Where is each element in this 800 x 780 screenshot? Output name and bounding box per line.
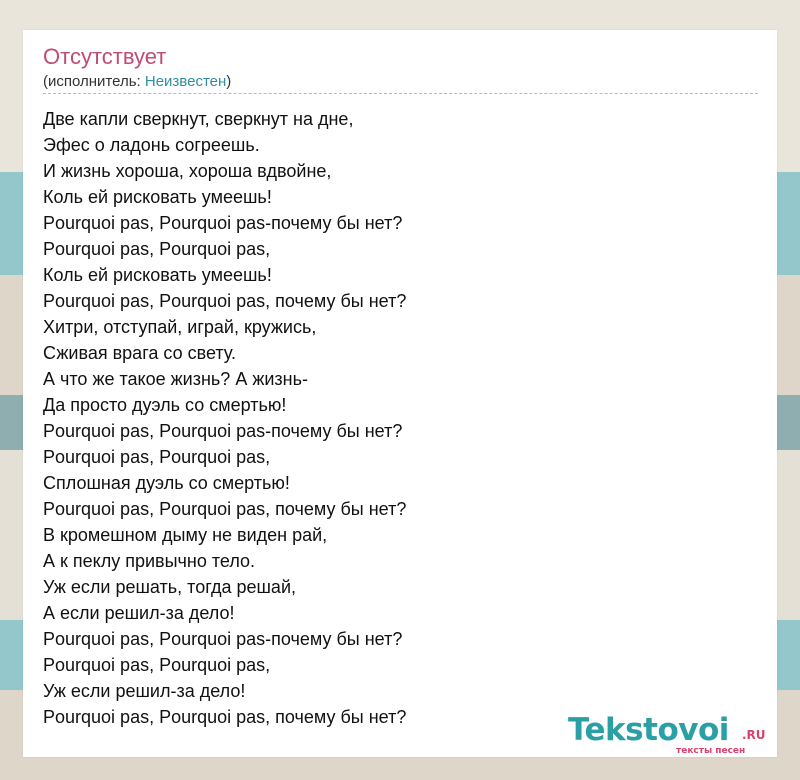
lyrics-line: Pourquoi pas, Pourquoi pas, xyxy=(43,447,271,467)
lyrics-line: Сплошная дуэль со смертью! xyxy=(43,473,290,493)
logo-domain: .RU xyxy=(742,728,766,742)
lyrics-line: А если решил-за дело! xyxy=(43,603,235,623)
lyrics-line: Pourquoi pas, Pourquoi pas, xyxy=(43,655,271,675)
song-title: Отсутствует xyxy=(43,44,167,69)
lyrics-line: Pourquoi pas, Pourquoi pas-почему бы нет? xyxy=(43,629,403,649)
lyrics-line: А что же такое жизнь? А жизнь- xyxy=(43,369,308,389)
lyrics-line: Pourquoi pas, Pourquoi pas, почему бы нет? xyxy=(43,499,407,519)
lyrics-line: В кромешном дыму не виден рай, xyxy=(43,525,328,545)
lyrics-line: А к пеклу привычно тело. xyxy=(43,551,256,571)
lyrics-line: Pourquoi pas, Pourquoi pas-почему бы нет? xyxy=(43,213,403,233)
lyrics-line: Уж если решать, тогда решай, xyxy=(43,577,297,597)
lyrics-line: Коль ей рисковать умеешь! xyxy=(43,265,272,285)
lyrics-line: Сживая врага со свету. xyxy=(43,343,237,363)
logo-tagline: тексты песен xyxy=(676,746,746,756)
lyrics-line: Pourquoi pas, Pourquoi pas-почему бы нет? xyxy=(43,421,403,441)
lyrics-line: Две капли сверкнут, сверкнут на дне, xyxy=(43,109,354,129)
lyrics-card xyxy=(23,30,777,757)
lyrics-line: Да просто дуэль со смертью! xyxy=(43,395,287,415)
logo-wordmark: Tekstovoi xyxy=(568,712,729,748)
lyrics-line: Pourquoi pas, Pourquoi pas, xyxy=(43,239,271,259)
lyrics-line: Эфес о ладонь согреешь. xyxy=(43,135,260,155)
lyrics-line: Уж если решил-за дело! xyxy=(43,681,246,701)
site-logo[interactable] xyxy=(568,712,778,762)
artist-prefix: (исполнитель: xyxy=(43,73,145,90)
lyrics-line: Коль ей рисковать умеешь! xyxy=(43,187,272,207)
lyrics-line: Pourquoi pas, Pourquoi pas, почему бы нет? xyxy=(43,707,407,727)
artist-suffix: ) xyxy=(226,73,232,90)
lyrics-text xyxy=(43,106,406,730)
divider xyxy=(43,93,758,94)
lyrics-line: И жизнь хороша, хороша вдвойне, xyxy=(43,161,332,181)
artist-line xyxy=(43,73,231,91)
lyrics-line: Pourquoi pas, Pourquoi pas, почему бы нет? xyxy=(43,291,407,311)
lyrics-line: Хитри, отступай, играй, кружись, xyxy=(43,317,317,337)
artist-link[interactable]: Неизвестен xyxy=(144,73,227,90)
